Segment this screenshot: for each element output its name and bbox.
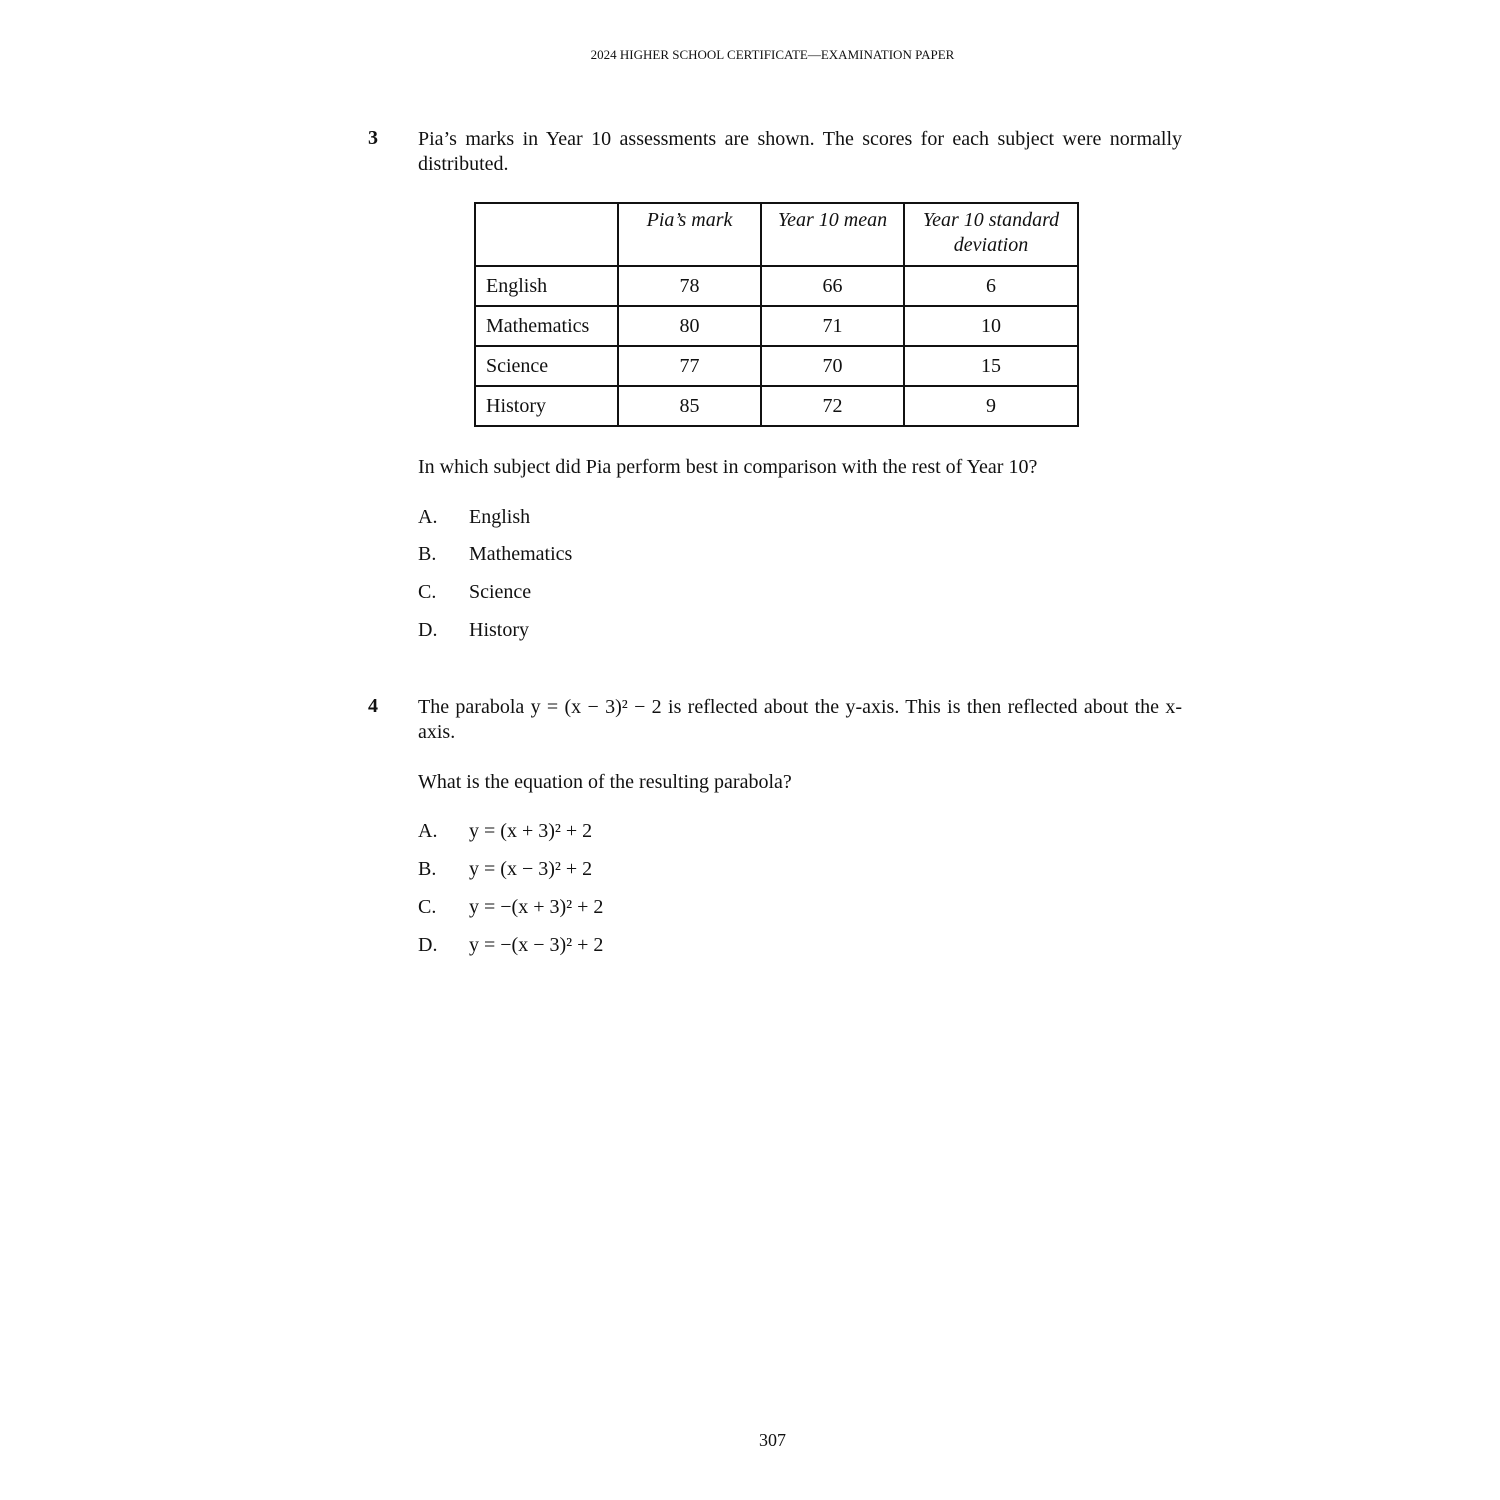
table-cell: 15 (904, 346, 1078, 386)
option-letter: B. (418, 858, 437, 880)
marks-table (474, 202, 1079, 427)
table-header-cell: Year 10 mean (761, 203, 904, 266)
answer-option-c[interactable] (418, 896, 603, 919)
answer-option-d[interactable] (418, 619, 529, 642)
table-cell: 9 (904, 386, 1078, 426)
table-cell: 72 (761, 386, 904, 426)
table-cell: 80 (618, 306, 761, 346)
option-text: History (469, 619, 529, 641)
answer-option-a[interactable] (418, 506, 530, 529)
table-cell: 78 (618, 266, 761, 306)
option-letter: D. (418, 934, 438, 956)
table-header-cell: Pia’s mark (618, 203, 761, 266)
question-3-prompt: In which subject did Pia perform best in comparison with the rest of Year 10? (418, 456, 1038, 478)
table-header-cell: Year 10 standard deviation (904, 203, 1078, 266)
question-4-prompt: What is the equation of the resulting parabola? (418, 771, 792, 793)
answer-option-d[interactable] (418, 934, 603, 957)
answer-option-b[interactable] (418, 543, 572, 566)
answer-option-a[interactable] (418, 820, 592, 843)
table-row (475, 386, 1078, 426)
option-text: Mathematics (469, 543, 573, 565)
option-letter: B. (418, 543, 437, 565)
table-cell: 6 (904, 266, 1078, 306)
option-letter: D. (418, 619, 438, 641)
table-cell-subject: English (475, 266, 618, 306)
intro-text: is reflected about the y-axis. This is then reflected about the x-axis. (418, 696, 1183, 743)
option-equation: y = −(x − 3)² + 2 (469, 934, 604, 956)
table-row (475, 346, 1078, 386)
table-header-cell (475, 203, 618, 266)
page-header: 2024 HIGHER SCHOOL CERTIFICATE—EXAMINATION PAPER (590, 47, 955, 62)
table-row (475, 306, 1078, 346)
option-equation: y = (x + 3)² + 2 (469, 820, 593, 842)
option-letter: A. (418, 820, 438, 842)
option-letter: A. (418, 506, 438, 528)
question-3-intro: Pia’s marks in Year 10 assessments are shown. The scores for each subject were normally distributed. (418, 128, 1182, 175)
option-letter: C. (418, 581, 437, 603)
intro-text: The parabola (418, 696, 531, 718)
table-cell: 66 (761, 266, 904, 306)
question-4-intro (418, 695, 1182, 745)
option-letter: C. (418, 896, 437, 918)
question-3-number: 3 (368, 127, 378, 149)
table-header-row (475, 203, 1078, 266)
table-cell-subject: History (475, 386, 618, 426)
table-cell-subject: Science (475, 346, 618, 386)
table-cell: 71 (761, 306, 904, 346)
table-cell-subject: Mathematics (475, 306, 618, 346)
table-row (475, 266, 1078, 306)
answer-option-b[interactable] (418, 858, 592, 881)
table-cell: 77 (618, 346, 761, 386)
option-equation: y = (x − 3)² + 2 (469, 858, 593, 880)
option-text: English (469, 506, 531, 528)
answer-option-c[interactable] (418, 581, 531, 604)
table-cell: 70 (761, 346, 904, 386)
question-4-number: 4 (368, 695, 378, 717)
table-cell: 10 (904, 306, 1078, 346)
page-number: 307 (759, 1430, 786, 1450)
table-cell: 85 (618, 386, 761, 426)
option-text: Science (469, 581, 532, 603)
option-equation: y = −(x + 3)² + 2 (469, 896, 604, 918)
parabola-equation: y = (x − 3)² − 2 (530, 696, 662, 718)
